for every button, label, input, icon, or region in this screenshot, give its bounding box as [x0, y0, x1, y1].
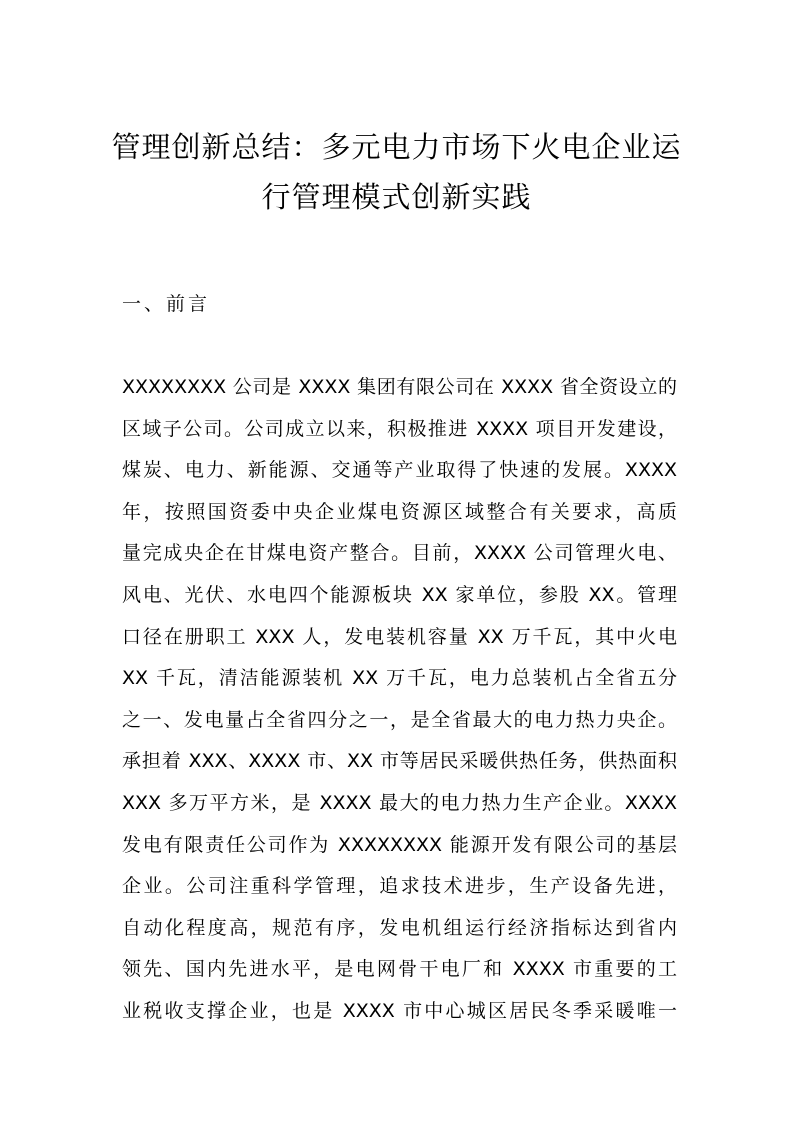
title-line: 管理创新总结：多元电力市场下火电企业运: [111, 130, 682, 164]
body-paragraph: [122, 367, 677, 1033]
paragraph-line: 口径在册职工 XXX 人，发电装机容量 XX 万千瓦，其中火电: [122, 625, 677, 648]
paragraph-line: XXX 多万平方米，是 XXXX 最大的电力热力生产企业。XXXX: [122, 791, 677, 814]
section-heading: 一、前言: [122, 293, 211, 315]
paragraph-line: XXXXXXXX 公司是 XXXX 集团有限公司在 XXXX 省全资设立的: [122, 376, 677, 398]
paragraph-line: 之一、发电量占全省四分之一，是全省最大的电力热力央企。: [122, 708, 677, 731]
paragraph-line: 承担着 XXX、XXXX 市、XX 市等居民采暖供热任务，供热面积: [122, 750, 677, 773]
paragraph-line: 量完成央企在甘煤电资产整合。目前，XXXX 公司管理火电、: [122, 542, 677, 565]
paragraph-line: XX 千瓦，清洁能源装机 XX 万千瓦，电力总装机占全省五分: [122, 667, 677, 690]
document-title: [110, 122, 683, 222]
paragraph-line: 自动化程度高，规范有序，发电机组运行经济指标达到省内: [122, 916, 677, 939]
paragraph-line: 业税收支撑企业，也是 XXXX 市中心城区居民冬季采暖唯一: [122, 999, 677, 1022]
paragraph-line: 领先、国内先进水平，是电网骨干电厂和 XXXX 市重要的工: [122, 958, 677, 981]
paragraph-line: 煤炭、电力、新能源、交通等产业取得了快速的发展。XXXX: [122, 459, 677, 482]
paragraph-line: 年，按照国资委中央企业煤电资源区域整合有关要求，高质: [122, 500, 677, 523]
paragraph-line: 区域子公司。公司成立以来，积极推进 XXXX 项目开发建设，: [122, 417, 677, 440]
title-line: 行管理模式创新实践: [261, 180, 532, 214]
paragraph-line: 企业。公司注重科学管理，追求技术进步，生产设备先进，: [122, 875, 677, 898]
paragraph-line: 发电有限责任公司作为 XXXXXXXX 能源开发有限公司的基层: [122, 833, 677, 856]
paragraph-line: 风电、光伏、水电四个能源板块 XX 家单位，参股 XX。管理: [122, 583, 677, 606]
